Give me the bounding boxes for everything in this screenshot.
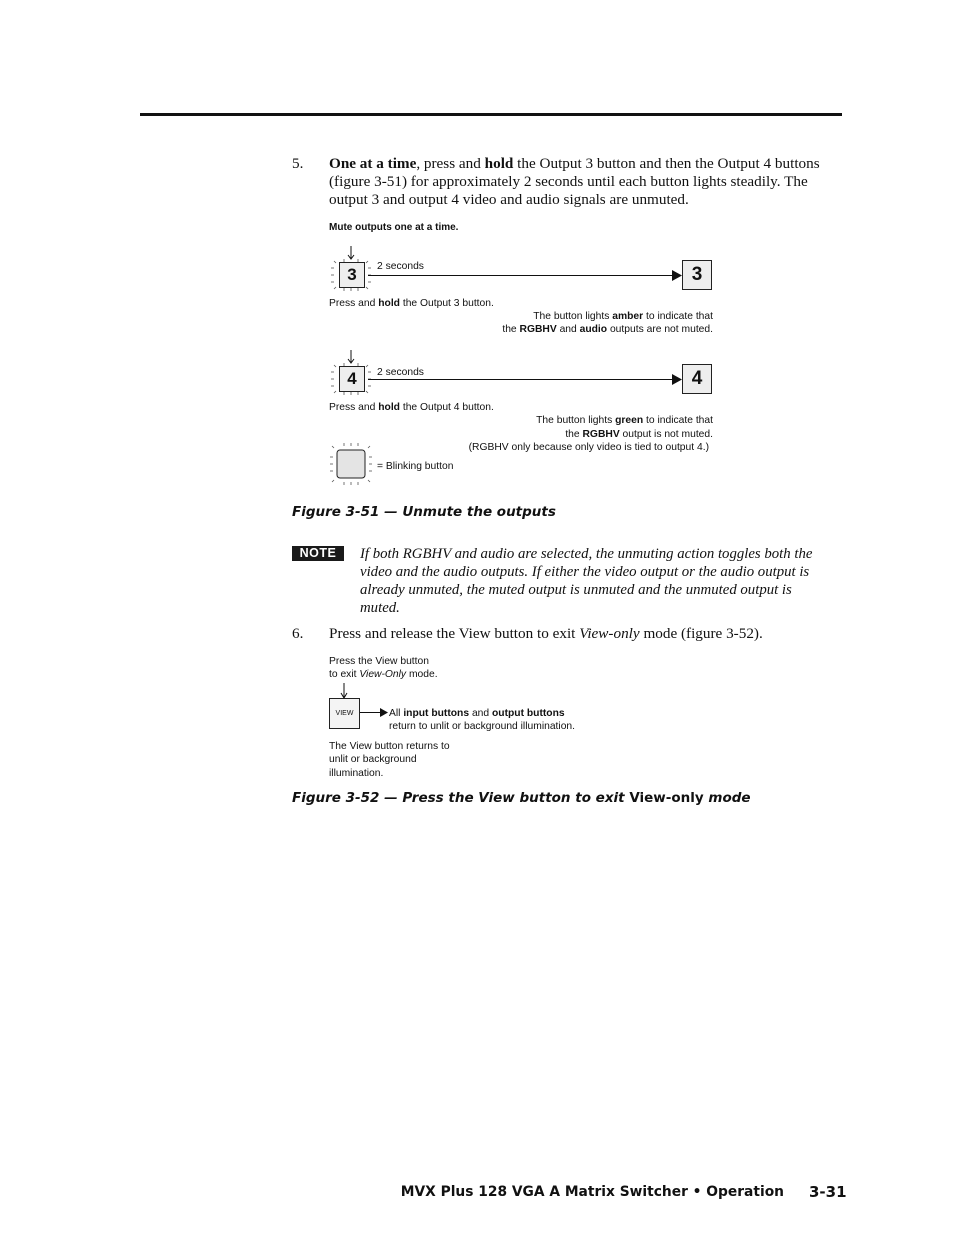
figure-52-bottom-line-3: illumination. xyxy=(329,768,384,779)
row-1-result-line-2: the RGBHV and audio outputs are not muted. xyxy=(502,324,713,335)
row-2-result-line-3: (RGBHV only because only video is tied to output 4.) xyxy=(468,442,709,453)
view-arrowhead-icon xyxy=(380,708,388,717)
blinking-button-legend-icon xyxy=(329,442,375,490)
figure-52-right-line-1: All input buttons and output buttons xyxy=(389,708,565,719)
row-1-result-line-1: The button lights amber to indicate that xyxy=(533,311,713,322)
footer-title: MVX Plus 128 VGA A Matrix Switcher • Operation xyxy=(400,1184,784,1200)
view-button: VIEW xyxy=(329,698,360,729)
note-text: If both RGBHV and audio are selected, the unmuting action toggles both the video and the audio outputs. If either the video output or the audio output is already unmuted, the muted output is unmuted and the unmuted output is muted. xyxy=(360,546,813,616)
output-4-button-pressed: 4 xyxy=(339,366,365,392)
note-badge: NOTE xyxy=(292,546,344,561)
row-2-arrowhead-icon xyxy=(672,374,682,385)
row-1-duration: 2 seconds xyxy=(377,261,424,272)
output-4-button-lit: 4 xyxy=(682,364,712,394)
step-6-number: 6. xyxy=(292,625,304,642)
figure-52-top-line-2: to exit View-Only mode. xyxy=(329,669,438,680)
figure-52-right-line-2: return to unlit or background illumination. xyxy=(389,721,576,732)
step-5-lead: One at a time xyxy=(329,155,417,172)
view-arrow-line xyxy=(360,712,382,713)
row-2-press-caption: Press and hold the Output 4 button. xyxy=(329,402,494,413)
row-1-press-caption: Press and hold the Output 3 button. xyxy=(329,298,494,309)
output-3-button-pressed: 3 xyxy=(339,262,365,288)
figure-51-caption: Figure 3-51 — Unmute the outputs xyxy=(292,504,556,520)
figure-52-bottom-line-1: The View button returns to xyxy=(329,741,450,752)
legend-text: = Blinking button xyxy=(377,461,454,472)
down-arrow-icon xyxy=(339,683,349,699)
step-5-number: 5. xyxy=(292,155,304,172)
figure-51-title: Mute outputs one at a time. xyxy=(329,222,459,233)
row-2-result-line-1: The button lights green to indicate that xyxy=(536,415,713,426)
header-rule xyxy=(140,113,842,116)
output-3-button-lit: 3 xyxy=(682,260,712,290)
figure-52-caption: Figure 3-52 — Press the View button to exit View-only mode xyxy=(292,790,751,806)
step-6-text: Press and release the View button to exit View-only mode (figure 3-52). xyxy=(329,625,763,642)
row-2-result-line-2: the RGBHV output is not muted. xyxy=(565,429,713,440)
row-1-arrowhead-icon xyxy=(672,270,682,281)
row-2-duration: 2 seconds xyxy=(377,367,424,378)
row-1-arrow-line xyxy=(368,275,674,276)
step-5-text: One at a time, press and hold the Output 3 button and then the Output 4 buttons (figure 3-51) for approximately 2 seconds until each button lights steadily. The output 3 and output 4 video and audio signals are unmuted. xyxy=(329,155,820,208)
figure-52-top-line-1: Press the View button xyxy=(329,656,429,667)
page-number: 3-31 xyxy=(809,1183,847,1201)
figure-52-bottom-line-2: unlit or background xyxy=(329,754,417,765)
row-2-arrow-line xyxy=(368,379,674,380)
